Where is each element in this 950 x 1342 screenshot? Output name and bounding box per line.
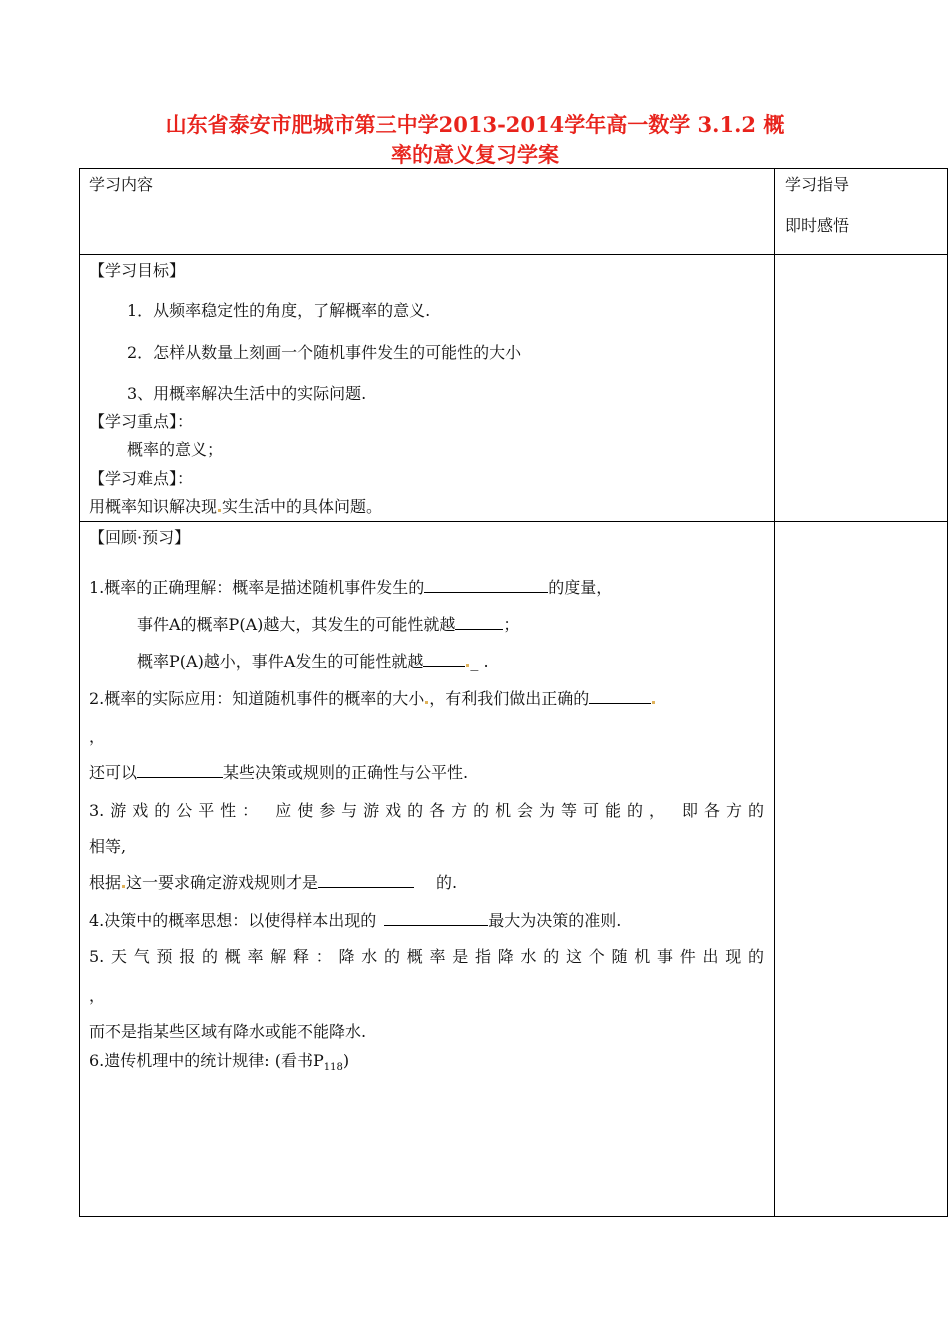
review-item-1-line-2-text-a: 事件A的概率P(A)越大，其发生的可能性就越 <box>137 615 456 634</box>
review-item-1-line-2-text-b: ； <box>503 615 520 634</box>
review-item-1-line-3 <box>137 651 489 673</box>
difficulty-text-part-b: 实生活中的具体问题。 <box>222 497 383 516</box>
blank-field[interactable] <box>137 762 223 778</box>
table-border-bottom <box>79 1216 948 1217</box>
column-divider <box>774 168 775 1217</box>
review-item-2 <box>89 688 656 710</box>
review-item-3-line-3-text-c: 的. <box>436 873 458 892</box>
review-item-1-text-b: 的度量， <box>548 578 613 597</box>
review-item-5-line-2: 而不是指某些区域有降水或能不能降水. <box>89 1022 367 1041</box>
review-item-5: 5.天气预报的概率解释：降水的概率是指降水的这个随机事件出现的 <box>89 947 764 966</box>
difficulty-text-part-a: 用概率知识解决现 <box>89 497 218 516</box>
blank-field[interactable] <box>589 688 651 704</box>
row-divider-1 <box>79 254 948 255</box>
review-item-5-comma: ， <box>89 986 106 1005</box>
blank-field[interactable] <box>423 651 465 667</box>
difficulty-text <box>89 496 382 518</box>
document-title-line-1: 山东省泰安市肥城市第三中学2013-2014学年高一数学 3.1.2 概 <box>165 112 785 137</box>
blank-field[interactable] <box>424 577 548 593</box>
document-title-line-2: 率的意义复习学案 <box>391 142 559 167</box>
review-item-1 <box>89 577 612 599</box>
header-study-content: 学习内容 <box>89 175 154 194</box>
page-number-subscript: 118 <box>323 1062 343 1074</box>
focus-heading: 【学习重点】： <box>89 412 194 431</box>
table-border-top <box>79 168 948 169</box>
blank-field[interactable] <box>455 614 503 630</box>
row-divider-2 <box>79 521 948 522</box>
header-instant-reflection: 即时感悟 <box>785 216 850 235</box>
review-item-2-line-2 <box>89 762 468 784</box>
edit-mark <box>466 664 469 667</box>
review-item-2-comma: ， <box>89 727 106 746</box>
edit-mark <box>122 885 125 888</box>
review-item-4 <box>89 910 621 932</box>
difficulty-heading: 【学习难点】： <box>89 469 194 488</box>
table-border-left <box>79 168 80 1217</box>
edit-mark <box>652 701 655 704</box>
review-item-2-line-2-text-b: 某些决策或规则的正确性与公平性. <box>223 763 469 782</box>
review-item-4-text-b: 最大为决策的准则. <box>488 911 622 930</box>
edit-mark <box>218 509 221 512</box>
review-item-1-line-2 <box>137 614 519 636</box>
review-item-3-line-3 <box>89 872 457 894</box>
goal-item-1: 1．从频率稳定性的角度，了解概率的意义. <box>127 301 431 320</box>
review-item-6 <box>89 1050 349 1079</box>
review-heading: 【回顾·预习】 <box>89 528 191 547</box>
review-item-1-line-3-text-b: _ . <box>470 652 489 671</box>
review-item-6-text-a: 6.遗传机理中的统计规律: (看书P <box>89 1051 324 1070</box>
review-item-6-text-b: ) <box>342 1051 350 1070</box>
review-item-2-line-2-text-a: 还可以 <box>89 763 138 782</box>
review-item-3-line-3-text-b: 这一要求确定游戏规则才是 <box>126 873 319 892</box>
review-item-3-line-3-text-a: 根据 <box>89 873 122 892</box>
goal-item-3: 3、用概率解决生活中的实际问题. <box>127 384 367 403</box>
blank-field[interactable] <box>384 910 488 926</box>
review-item-3-line-2: 相等, <box>89 837 127 856</box>
table-border-right <box>947 168 948 1217</box>
review-item-2-text-a: 2.概率的实际应用：知道随机事件的概率的大小 <box>89 689 425 708</box>
edit-mark <box>425 701 428 704</box>
header-study-guide: 学习指导 <box>785 175 850 194</box>
review-item-1-line-3-text-a: 概率P(A)越小，事件A发生的可能性就越 <box>137 652 424 671</box>
focus-text: 概率的意义； <box>127 440 224 459</box>
review-item-1-text-a: 1.概率的正确理解：概率是描述随机事件发生的 <box>89 578 425 597</box>
review-item-3: 3.游戏的公平性： 应使参与游戏的各方的机会为等可能的， 即各方的 <box>89 801 764 820</box>
goals-heading: 【学习目标】 <box>89 261 186 280</box>
review-item-4-text-a: 4.决策中的概率思想：以使得样本出现的 <box>89 911 377 930</box>
goal-item-2: 2．怎样从数量上刻画一个随机事件发生的可能性的大小 <box>127 343 522 362</box>
blank-field[interactable] <box>318 872 414 888</box>
review-item-2-text-b: ，有利我们做出正确的 <box>429 689 590 708</box>
